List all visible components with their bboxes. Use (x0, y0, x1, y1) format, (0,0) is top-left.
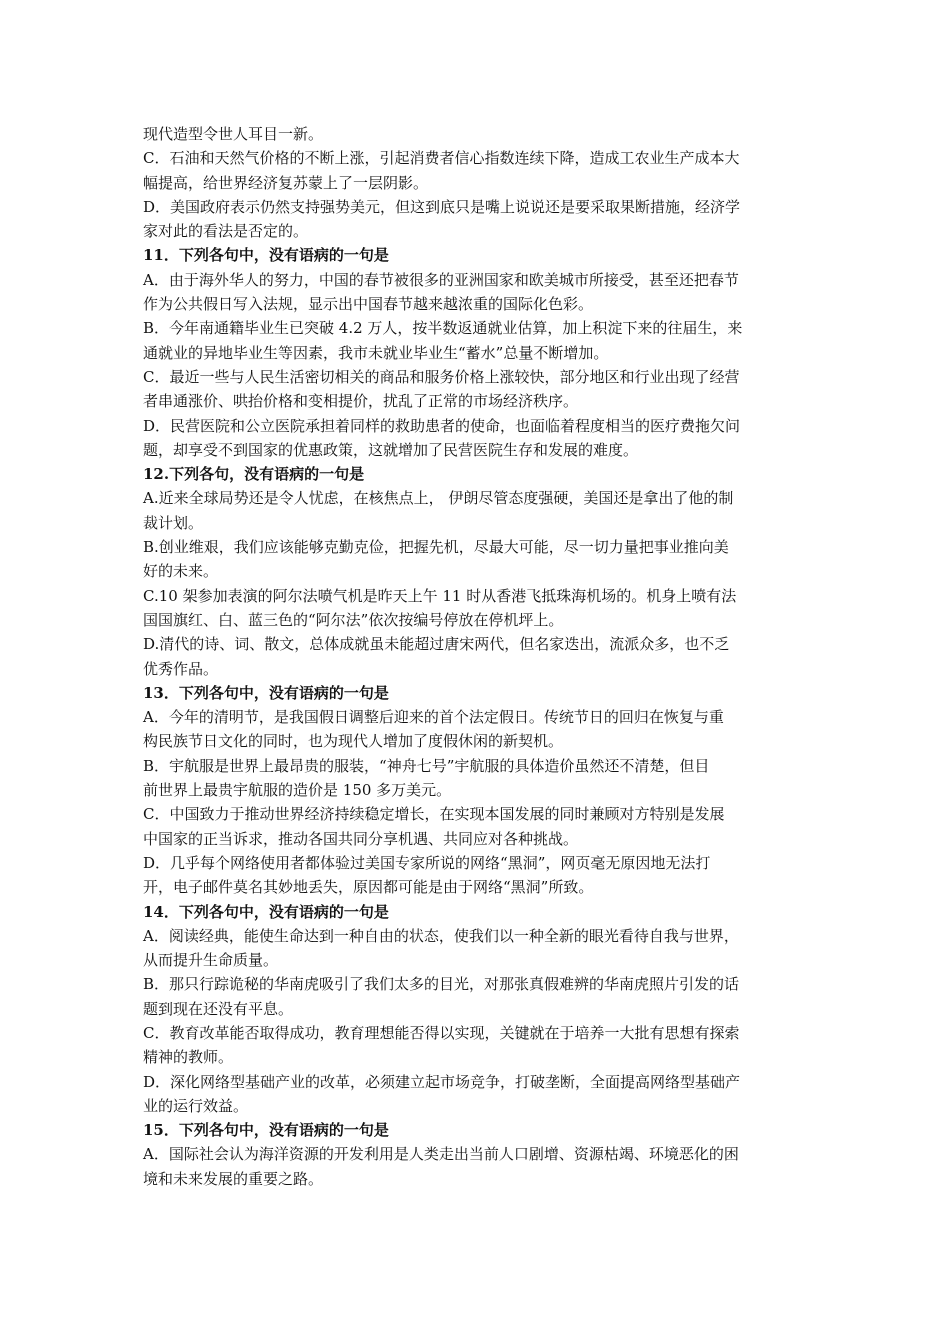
text-line: C．最近一些与人民生活密切相关的商品和服务价格上涨较快，部分地区和行业出现了经营 (143, 367, 740, 386)
text-line: 开，电子邮件莫名其妙地丢失，原因都可能是由于网络“黑洞”所致。 (143, 878, 594, 897)
text-line: B．今年南通籍毕业生已突破 4.2 万人，按半数返通就业估算，加上积淀下来的往届生，来 (143, 319, 743, 338)
question-heading: 15．下列各句中，没有语病的一句是 (143, 1121, 389, 1140)
text-line: 幅提高，给世界经济复苏蒙上了一层阴影。 (143, 173, 429, 192)
text-line: 题到现在还没有平息。 (143, 999, 294, 1018)
text-line: 者串通涨价、哄抬价格和变相提价，扰乱了正常的市场经济秩序。 (143, 392, 579, 411)
text-line: A．今年的清明节，是我国假日调整后迎来的首个法定假日。传统节日的回归在恢复与重 (143, 708, 724, 727)
text-line: 题，却享受不到国家的优惠政策，这就增加了民营医院生存和发展的难度。 (143, 440, 639, 459)
text-line: 国国旗红、白、蓝三色的“阿尔法”依次按编号停放在停机坪上。 (143, 610, 564, 629)
text-line: 构民族节日文化的同时，也为现代人增加了度假休闲的新契机。 (143, 732, 564, 751)
text-line: B．宇航服是世界上最昂贵的服装，“神舟七号”宇航服的具体造价虽然还不清楚，但目 (143, 756, 710, 775)
text-line: 通就业的异地毕业生等因素，我市未就业毕业生“蓄水”总量不断增加。 (143, 343, 609, 362)
text-line: C．中国致力于推动世界经济持续稳定增长，在实现本国发展的同时兼顾对方特别是发展 (143, 805, 725, 824)
text-line: A．阅读经典，能使生命达到一种自由的状态，使我们以一种全新的眼光看待自我与世界， (143, 926, 739, 945)
text-line: A．国际社会认为海洋资源的开发利用是人类走出当前人口剧增、资源枯竭、环境恶化的困 (143, 1145, 739, 1164)
text-line: A．由于海外华人的努力，中国的春节被很多的亚洲国家和欧美城市所接受，甚至还把春节 (143, 270, 739, 289)
question-heading: 12.下列各句，没有语病的一句是 (143, 465, 365, 484)
text-line: D.清代的诗、词、散文，总体成就虽未能超过唐宋两代，但名家迭出，流派众多，也不乏 (143, 635, 730, 654)
text-line: 现代造型令世人耳目一新。 (143, 125, 324, 143)
text-line: D．民营医院和公立医院承担着同样的救助患者的使命，也面临着程度相当的医疗费拖欠问 (143, 416, 741, 435)
text-line: 优秀作品。 (143, 659, 219, 678)
text-line: C．石油和天然气价格的不断上涨，引起消费者信心指数连续下降，造成工农业生产成本大 (143, 149, 740, 168)
text-line: A.近来全球局势还是令人忧虑，在核焦点上， 伊朗尽管态度强硬，美国还是拿出了他的制 (143, 489, 734, 508)
text-line: D．深化网络型基础产业的改革，必须建立起市场竞争，打破垄断，全面提高网络型基础产 (143, 1072, 741, 1091)
question-heading: 13．下列各句中，没有语病的一句是 (143, 683, 389, 702)
text-line: 中国家的正当诉求，推动各国共同分享机遇、共同应对各种挑战。 (143, 829, 579, 848)
text-line: C.10 架参加表演的阿尔法喷气机是昨天上午 11 时从香港飞抵珠海机场的。机身上喷有法 (143, 586, 737, 605)
text-line: C．教育改革能否取得成功，教育理想能否得以实现，关键就在于培养一大批有思想有探索 (143, 1023, 740, 1042)
text-line: 业的运行效益。 (143, 1096, 249, 1115)
question-heading: 14．下列各句中，没有语病的一句是 (143, 902, 389, 921)
document-page (143, 122, 815, 1191)
text-line: 作为公共假日写入法规，显示出中国春节越来越浓重的国际化色彩。 (143, 295, 594, 314)
text-line: D．几乎每个网络使用者都体验过美国专家所说的网络“黑洞”，网页毫无原因地无法打 (143, 853, 711, 872)
text-line: 精神的教师。 (143, 1048, 234, 1067)
question-heading: 11．下列各句中，没有语病的一句是 (143, 246, 389, 265)
text-line: 前世界上最贵宇航服的造价是 150 多万美元。 (143, 781, 452, 800)
text-line: 裁计划。 (143, 513, 204, 532)
text-line: B.创业维艰，我们应该能够克勤克俭，把握先机，尽最大可能，尽一切力量把事业推向美 (143, 538, 729, 557)
text-line: 家对此的看法是否定的。 (143, 222, 309, 241)
text-line: 境和未来发展的重要之路。 (143, 1169, 324, 1188)
text-line: 从而提升生命质量。 (143, 951, 279, 970)
text-line: D．美国政府表示仍然支持强势美元，但这到底只是嘴上说说还是要采取果断措施，经济学 (143, 197, 741, 216)
text-line: B．那只行踪诡秘的华南虎吸引了我们太多的目光，对那张真假难辨的华南虎照片引发的话 (143, 975, 740, 994)
text-line: 好的未来。 (143, 562, 219, 581)
